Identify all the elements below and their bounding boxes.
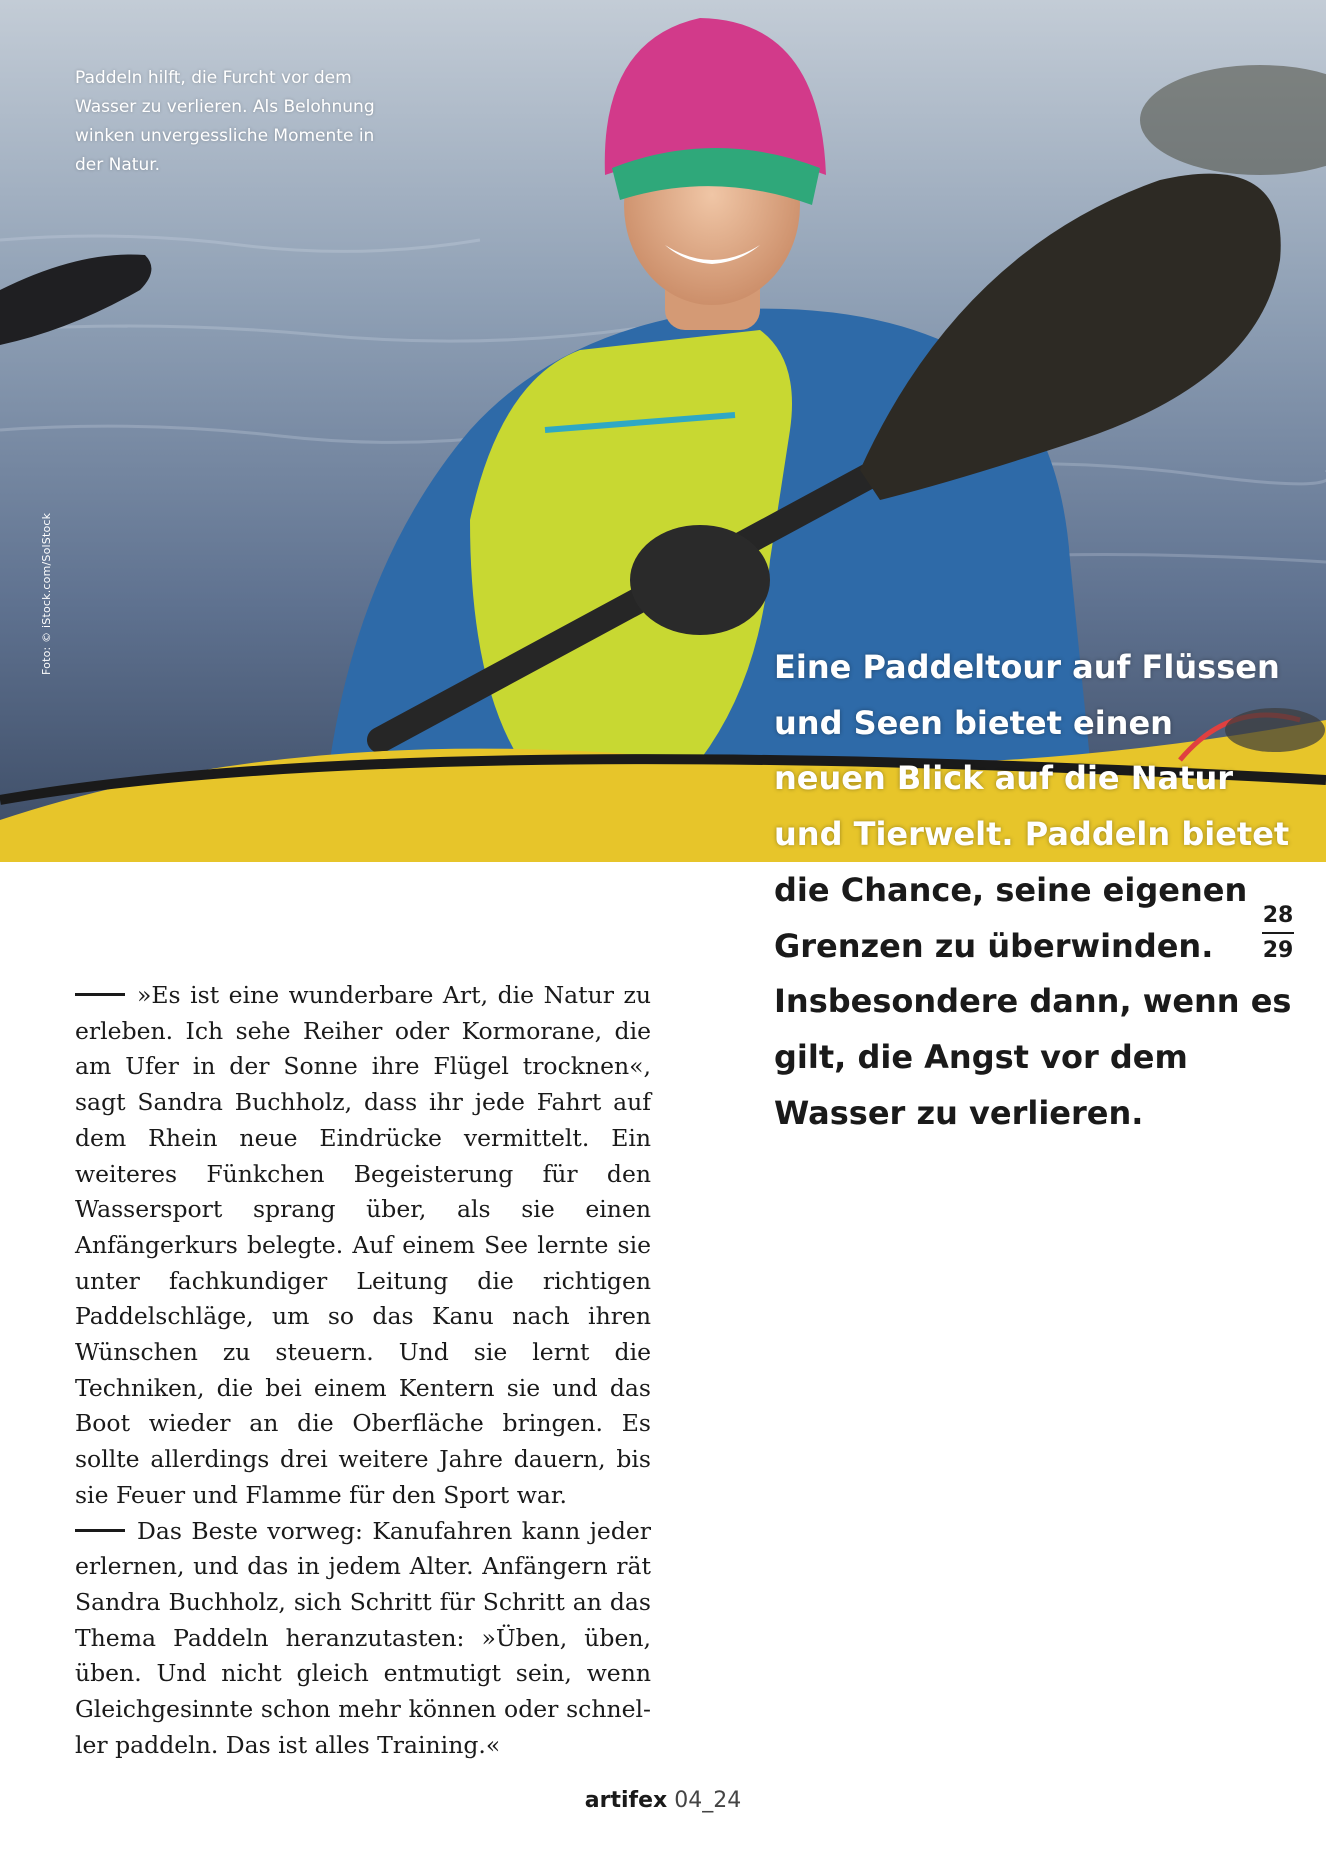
pull-quote-on-photo: Eine Paddeltour auf Flüssen und Seen bietet einen neuen Blick auf die Natur und Tierwelt. Paddeln bietet [774, 648, 1290, 854]
article-paragraph-1-text: »Es ist eine wunderbare Art, die Natur zu erleben. Ich sehe Reiher oder Kormorane, die am Ufer in der Sonne ihre Flügel trocknen«, sagt Sandra Buchholz, dass ihr jede Fahrt auf dem Rhein neue Eindrücke vermittelt. Ein weiteres Fünkchen Begeisterung für den Wassersport sprang über, als sie einen Anfängerkurs belegte. Auf einem See lernte sie unter fachkundiger Leitung die richtigen Paddelschläge, um so das Kanu nach ihren Wünschen zu steuern. Und sie lernt die Techniken, die bei einem Kentern sie und das Boot wieder an die Oberfläche bringen. Es sollte allerdings drei weitere Jahre dauern, bis sie Feuer und Flamme für den Sport war. [75, 981, 651, 1509]
article-paragraph-1 [75, 978, 651, 1514]
article-body [75, 978, 651, 1763]
magazine-brand: artifex [584, 1788, 668, 1813]
pull-quote [774, 640, 1294, 1141]
page-number-left: 28 [1262, 903, 1294, 928]
page-number-right: 29 [1262, 938, 1294, 963]
page-number-divider [1262, 932, 1294, 934]
paragraph-dash-marker [75, 993, 125, 996]
photo-caption: Paddeln hilft, die Furcht vor dem Wasser zu verlieren. Als Belohnung winken unvergessliche Momente in der Natur. [75, 68, 375, 175]
page-numbers [1262, 902, 1294, 965]
article-paragraph-2 [75, 1514, 651, 1764]
photo-credit: Foto: © iStock.com/SolStock [40, 512, 53, 675]
paragraph-dash-marker [75, 1529, 125, 1532]
pull-quote-on-page: die Chance, seine eigenen Grenzen zu überwinden. Insbesondere dann, wenn es gilt, die Angst vor dem Wasser zu verlieren. [774, 870, 1292, 1132]
magazine-issue: 04_24 [674, 1788, 742, 1813]
page-footer [0, 1788, 1326, 1813]
article-paragraph-2-text: Das Beste vorweg: Kanufahren kann jeder erlernen, und das in jedem Alter. Anfängern rät Sandra Buchholz, sich Schritt für Schritt an das Thema Paddeln heranzutasten: »Üben, üben, üben. Und nicht gleich entmutigt sein, wenn Gleichgesinnte schon mehr können oder schneller paddeln. Das ist alles Training.« [75, 1516, 651, 1759]
